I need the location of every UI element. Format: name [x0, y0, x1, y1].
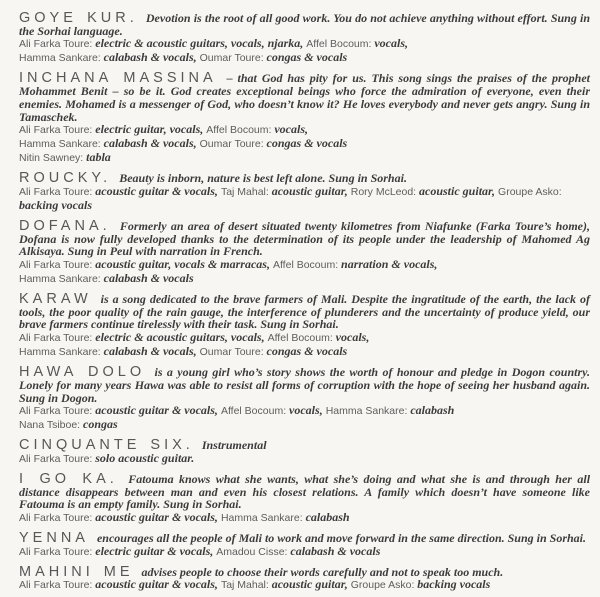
credit-role: solo acoustic guitar.: [95, 450, 195, 465]
credit-role: calabash & vocals,: [103, 136, 200, 151]
credit-line: [19, 418, 590, 432]
credit-name: Taj Mahal:: [220, 185, 272, 198]
credit-name: Rory McLeod:: [350, 185, 420, 198]
credit-role: electric & acoustic guitars, vocals,: [95, 330, 268, 345]
track-section: [19, 12, 590, 65]
track-description-text: Fatouma knows what she wants, what she’s doing and what she is and through her all distance disappears between man and even his closest relations. A family which doesn’t have someone like Fatouma is an empty family. Sung in Sorhai.: [19, 471, 591, 512]
credit-role: calabash & vocals: [103, 271, 194, 286]
credit-line: [19, 452, 590, 466]
track-section: [19, 563, 590, 593]
track-credits: [19, 578, 590, 592]
track-section: [19, 217, 591, 286]
track-credits: [19, 404, 590, 432]
credit-name: Hamma Sankare:: [325, 405, 411, 418]
track-description: [19, 12, 590, 37]
track-section: [19, 532, 590, 559]
track-description: [19, 366, 590, 404]
credit-line: [19, 345, 590, 359]
credit-role: vocals,: [274, 122, 308, 137]
credit-role: acoustic guitar,: [271, 183, 351, 198]
credit-role: congas & vocals: [266, 136, 348, 151]
credit-line: [19, 258, 590, 272]
track-credits: [19, 511, 590, 525]
credit-role: vocals,: [374, 36, 409, 51]
credit-role: acoustic guitar & vocals,: [95, 403, 221, 418]
credit-name: Taj Mahal:: [220, 579, 272, 592]
credit-name: Ali Farka Toure:: [19, 405, 96, 418]
track-section: [19, 366, 590, 432]
track-title: DOFANA.: [19, 217, 111, 234]
credit-name: Ali Farka Toure:: [19, 332, 96, 345]
credit-role: electric guitar, vocals,: [95, 122, 207, 137]
credit-role: acoustic guitar, vocals & marracas,: [95, 257, 273, 272]
track-description: [19, 470, 591, 512]
track-credits: [19, 123, 590, 165]
track-title: INCHANA MASSINA: [19, 70, 217, 87]
credit-name: Hamma Sankare:: [19, 52, 104, 65]
credit-name: Affel Bocoum:: [220, 405, 290, 418]
track-credits: [19, 37, 590, 65]
credit-role: narration & vocals,: [341, 257, 438, 272]
track-section: [19, 72, 590, 165]
track-title: MAHINI ME: [19, 563, 134, 580]
track-title: CINQUANTE SIX.: [19, 437, 194, 454]
track-credits: [19, 185, 590, 213]
credit-name: Ali Farka Toure:: [19, 512, 96, 525]
credit-role: congas: [83, 417, 118, 432]
credit-line: [19, 511, 590, 525]
credit-name: Hamma Sankare:: [19, 138, 104, 151]
credit-name: Ali Farka Toure:: [19, 38, 96, 51]
credit-name: Nitin Sawney:: [19, 152, 87, 165]
track-title: YENNA: [19, 530, 89, 547]
track-description-text: Instrumental: [201, 438, 267, 453]
credit-role: calabash: [305, 510, 350, 525]
track-title: ROUCKY.: [19, 170, 112, 187]
track-description-text: encourages all the people of Mali to work and move forward in the same direction. Sung in Sorhai.: [96, 531, 587, 546]
credit-role: acoustic guitar & vocals,: [95, 510, 221, 525]
credit-line: [19, 272, 590, 286]
credit-role: acoustic guitar & vocals,: [95, 183, 221, 198]
credit-line: [19, 51, 590, 65]
track-description-text: Beauty is inborn, nature is best left alone. Sung in Sorhai.: [119, 171, 407, 186]
credit-role: calabash & vocals,: [103, 50, 200, 65]
credit-name: Affel Bocoum:: [272, 259, 342, 272]
track-section: [19, 172, 590, 213]
credit-name: Ali Farka Toure:: [19, 124, 96, 137]
credit-line: [19, 123, 590, 137]
credit-name: Affel Bocoum:: [267, 332, 336, 345]
track-description-text: Formerly an area of desert situated twenty kilometres from Niafunke (Farka Toure’s home), Dofana is now fully developed thanks to the determination of its people under the leadership of Mahomed Ag Alkisaya. Sung in Peul with narration in French.: [19, 218, 591, 259]
credit-name: Ali Farka Toure:: [19, 545, 96, 558]
track-description: [19, 72, 590, 123]
track-credits: [19, 331, 590, 359]
credit-role: acoustic guitar,: [271, 577, 351, 592]
credit-role: electric guitar & vocals,: [95, 543, 217, 558]
credit-name: Nana Tsiboe:: [19, 419, 84, 432]
credit-name: Oumar Toure:: [199, 52, 267, 65]
credit-line: [19, 151, 590, 165]
credit-name: Oumar Toure:: [199, 138, 267, 151]
credit-line: [19, 331, 590, 345]
track-description: [19, 217, 591, 259]
track-description-text: is a song dedicated to the brave farmers of Mali. Despite the ingratitude of the earth, the lack of tools, the poor quality of the rain gauge, the interference of plunderers and the uncertainty of produce yield, our brave farmers continue tirelessly with their task. Sung in Sorhai.: [19, 292, 590, 332]
credit-line: [19, 404, 590, 418]
track-credits: [19, 452, 590, 466]
credit-line: [19, 185, 590, 213]
track-section: [19, 470, 591, 525]
credit-role: congas & vocals: [266, 50, 348, 65]
track-section: [19, 293, 590, 359]
track-section: [19, 439, 590, 466]
track-description: [19, 293, 590, 331]
credit-role: electric & acoustic guitars, vocals, njarka,: [95, 36, 307, 51]
track-description-text: is a young girl who’s story shows the worth of honour and pledge in Dogon country. Lonely for many years Hawa was able to resist all forms of corruption with the hope of seeing her husband again. Sung in Dogon.: [19, 365, 591, 405]
track-description-text: advises people to choose their words carefully and not to speak too much.: [141, 564, 504, 579]
credit-line: [19, 545, 590, 559]
track-title: KARAW: [19, 291, 92, 308]
credit-name: Hamma Sankare:: [220, 512, 306, 525]
credit-name: Amadou Cisse:: [216, 545, 291, 558]
credit-role: calabash & vocals: [290, 543, 381, 558]
credit-name: Ali Farka Toure:: [19, 259, 96, 272]
track-credits: [19, 258, 590, 286]
credit-role: backing vocals: [417, 577, 491, 592]
track-description-text: Devotion is the root of all good work. You do not achieve anything without effort. Sung in the Sorhai language.: [19, 11, 590, 38]
credit-role: vocals,: [335, 330, 370, 345]
track-credits: [19, 545, 590, 559]
credit-name: Affel Bocoum:: [206, 124, 275, 137]
credit-name: Groupe Asko:: [350, 579, 418, 592]
credit-role: backing vocals: [19, 197, 92, 212]
credit-name: Hamma Sankare:: [19, 273, 104, 286]
credit-role: congas & vocals: [266, 344, 348, 359]
credit-line: [19, 578, 590, 592]
credit-name: Ali Farka Toure:: [19, 185, 96, 198]
track-description-text: – that God has pity for us. This song sings the praises of the prophet Mohammet Benit – so be it. God creates exceptional beings who force the admiration of everyone, even their enemies. Mohamed is a messenger of God, who doesn’t know it? He loves everybody and never gets angry. Sung in Tamaschek.: [19, 71, 591, 124]
track-title: GOYE KUR.: [19, 10, 138, 26]
credit-role: calabash: [410, 403, 455, 418]
credit-name: Affel Bocoum:: [306, 38, 375, 51]
credit-role: acoustic guitar & vocals,: [95, 577, 221, 592]
credit-role: acoustic guitar,: [419, 183, 499, 198]
credit-name: Groupe Asko:: [498, 185, 562, 198]
credit-role: tabla: [86, 150, 111, 165]
credit-name: Ali Farka Toure:: [19, 579, 96, 592]
track-title: I GO KA.: [19, 470, 118, 487]
credit-line: [19, 37, 590, 51]
credit-name: Ali Farka Toure:: [19, 452, 96, 465]
credit-line: [19, 137, 590, 151]
credit-name: Hamma Sankare:: [19, 346, 104, 359]
track-title: HAWA DOLO: [19, 364, 146, 381]
credit-role: vocals,: [289, 403, 326, 418]
credit-name: Oumar Toure:: [199, 346, 267, 359]
credit-role: calabash & vocals,: [103, 344, 200, 359]
